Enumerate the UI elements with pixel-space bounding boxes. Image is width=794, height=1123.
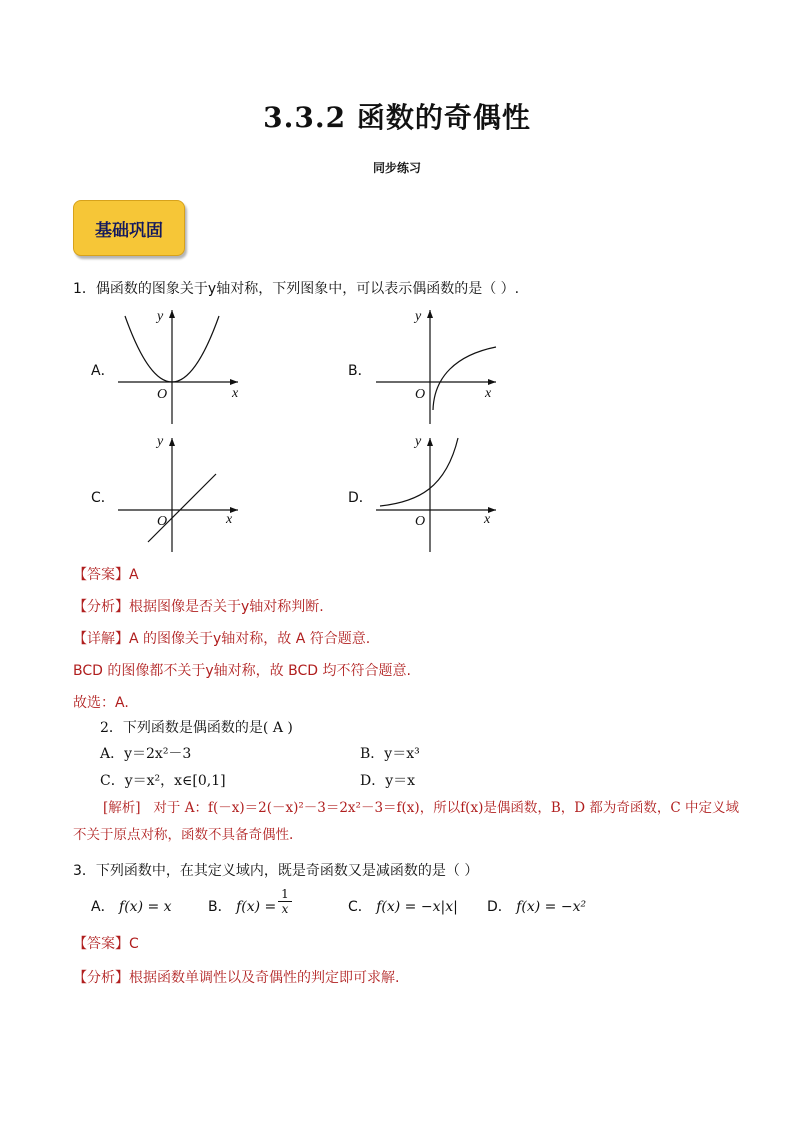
x-axis-label: x: [226, 512, 233, 527]
analysis-text: 根据图像是否关于y轴对称判断.: [129, 599, 324, 615]
q3-analysis: [73, 969, 399, 987]
fraction-numerator: 1: [281, 887, 289, 901]
detail-tag: 【详解】: [73, 631, 129, 647]
q2-option-d: D．y＝x: [360, 773, 416, 789]
page-subtitle: 同步练习: [372, 161, 421, 175]
q3-option-b-formula: f(x) =: [236, 899, 277, 915]
y-axis-arrow: [169, 310, 175, 318]
q3-option-c-formula: f(x) = −x|x|: [376, 899, 458, 915]
q3-option-a-formula: f(x) = x: [119, 899, 172, 915]
q3-option-a-label: A．: [91, 899, 115, 915]
q3-option-a: [91, 898, 172, 916]
q3-option-c: [348, 898, 458, 916]
q1-answer: [73, 566, 139, 584]
q1-analysis: [73, 598, 324, 616]
answer-tag: 【答案】: [73, 936, 129, 952]
analysis-text: 根据函数单调性以及奇偶性的判定即可求解.: [129, 970, 400, 986]
solution-text: 对于 A：f(－x)＝2(－x)²－3＝2x²－3＝f(x)，所以f(x)是偶函数，B，D 都为奇函数，C 中定义域: [153, 800, 739, 816]
x-axis-label: x: [232, 386, 239, 401]
q3-answer: [73, 935, 139, 953]
q3-stem: 3．下列函数中，在其定义域内，既是奇函数又是减函数的是（ ）: [73, 863, 479, 879]
y-axis-label: y: [415, 309, 422, 324]
x-axis-label: x: [484, 512, 491, 527]
q1-stem: 1．偶函数的图象关于y轴对称，下列图象中，可以表示偶函数的是（ ）.: [73, 281, 520, 297]
origin-label: O: [157, 387, 168, 402]
q2-option-c: C．y＝x²，x∈[0,1]: [100, 773, 226, 789]
q1-graph-d: [368, 430, 503, 555]
x-axis-label: x: [485, 386, 492, 401]
q1-graph-c: [110, 430, 245, 555]
solution-tag: [解析]: [103, 800, 141, 816]
line-graph: [148, 474, 216, 542]
analysis-tag: 【分析】: [73, 970, 129, 986]
x-axis-arrow: [488, 379, 496, 385]
q3-option-b-label: B．: [208, 899, 232, 915]
q2-solution-line2: 不关于原点对称，函数不具备奇偶性.: [73, 827, 294, 843]
q2-stem: 2．下列函数是偶函数的是( A ): [100, 720, 293, 736]
q1-option-c-label: C．: [91, 490, 115, 506]
y-axis-arrow: [427, 438, 433, 446]
page-title: 3.3.2 函数的奇偶性: [263, 101, 531, 134]
detail-text: A 的图像关于y轴对称，故 A 符合题意.: [129, 631, 371, 647]
y-axis-label: y: [415, 434, 422, 449]
q1-option-b-label: B．: [348, 363, 372, 379]
q1-graph-b: [368, 302, 503, 427]
section-badge-label: 基础巩固: [95, 220, 163, 241]
q1-option-d-label: D．: [348, 490, 373, 506]
q1-choice: 故选：A.: [73, 695, 129, 711]
q1-detail-2: BCD 的图像都不关于y轴对称，故 BCD 均不符合题意.: [73, 663, 411, 679]
q1-graph-a: [110, 302, 245, 427]
answer-tag: 【答案】: [73, 567, 129, 583]
q3-option-d-label: D．: [487, 899, 512, 915]
section-badge: [73, 200, 185, 256]
q3-option-b-fraction: [278, 887, 292, 916]
q3-option-d: [487, 898, 586, 916]
origin-label: O: [415, 514, 426, 529]
q3-option-c-label: C．: [348, 899, 372, 915]
q1-option-a-label: A．: [91, 363, 115, 379]
x-axis-arrow: [230, 379, 238, 385]
analysis-tag: 【分析】: [73, 599, 129, 615]
answer-value: A: [129, 567, 139, 583]
q2-solution-line1: [103, 799, 739, 817]
q1-detail: [73, 630, 370, 648]
origin-label: O: [157, 514, 168, 529]
y-axis-arrow: [427, 310, 433, 318]
y-axis-label: y: [157, 309, 164, 324]
y-axis-arrow: [169, 438, 175, 446]
q2-option-a: A．y＝2x²－3: [100, 746, 192, 762]
fraction-denominator: x: [278, 901, 292, 916]
answer-value: C: [129, 936, 139, 952]
q2-option-b: B．y＝x³: [360, 746, 420, 762]
origin-label: O: [415, 387, 426, 402]
q3-option-b: [208, 898, 276, 916]
y-axis-label: y: [157, 434, 164, 449]
q3-option-d-formula: f(x) = −x²: [516, 899, 587, 915]
